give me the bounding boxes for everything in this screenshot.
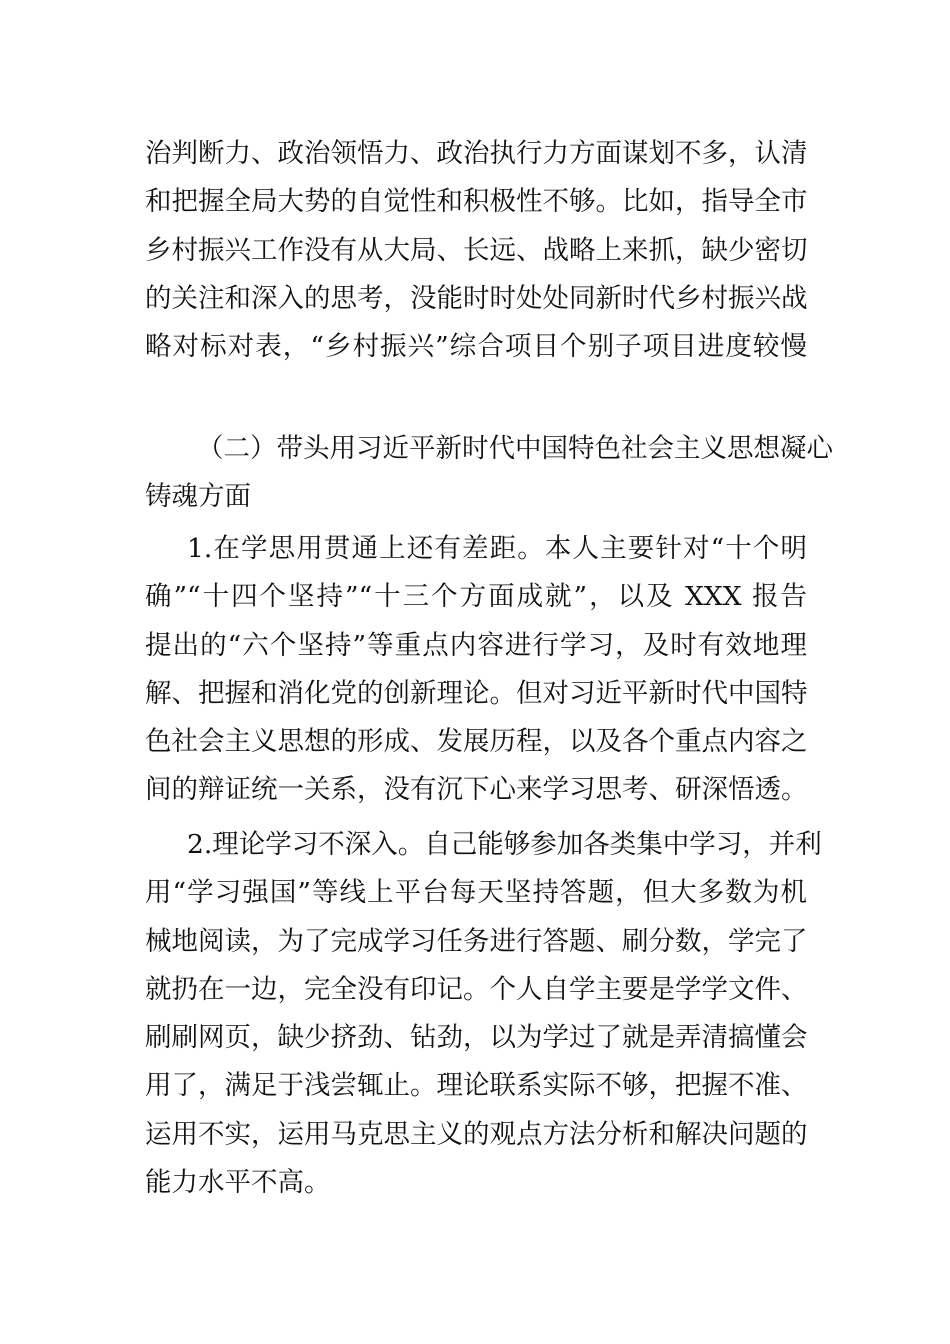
text-line: 就扔在一边，完全没有印记。个人自学主要是学学文件、 [145, 973, 808, 1005]
heading-line: （二）带头用习近平新时代中国特色社会主义思想凝心 [197, 433, 833, 464]
list-item-1 [145, 525, 807, 815]
heading-line: 铸魂方面 [145, 481, 251, 513]
text-line: 色社会主义思想的形成、发展历程，以及各个重点内容之 [145, 726, 808, 758]
text-line: 运用不实，运用马克思主义的观点方法分析和解决问题的 [145, 1118, 808, 1150]
text-line: 的关注和深入的思考，没能时时处处同新时代乡村振兴战 [145, 282, 808, 314]
section-heading [145, 425, 833, 522]
text-line: 1.在学思用贯通上还有差距。本人主要针对“十个明 [187, 533, 807, 564]
text-line: 间的辩证统一关系，没有沉下心来学习思考、研深悟透。 [145, 774, 808, 806]
text-line: 能力水平不高。 [145, 1167, 331, 1199]
text-line: 2.理论学习不深入。自己能够参加各类集中学习，并利 [187, 829, 822, 860]
text-line: 和把握全局大势的自觉性和积极性不够。比如，指导全市 [145, 186, 808, 218]
paragraph-continuation [145, 130, 807, 371]
list-item-2 [145, 821, 822, 1207]
text-line: 刷刷网页，缺少挤劲、钻劲，以为学过了就是弄清搞懂会 [145, 1022, 808, 1054]
text-line: 提出的“六个坚持”等重点内容进行学习，及时有效地理 [145, 629, 807, 661]
text-line: 用了，满足于浅尝辄止。理论联系实际不够，把握不准、 [145, 1070, 808, 1102]
text-line: 治判断力、政治领悟力、政治执行力方面谋划不多，认清 [145, 138, 808, 169]
text-line: 乡村振兴工作没有从大局、长远、战略上来抓，缺少密切 [145, 234, 808, 266]
text-line: 械地阅读，为了完成学习任务进行答题、刷分数，学完了 [145, 925, 808, 957]
text-line: 略对标对表，“乡村振兴”综合项目个别子项目进度较慢 [145, 331, 807, 363]
text-line: 确”“十四个坚持”“十三个方面成就”，以及 XXX 报告 [145, 581, 807, 613]
text-line: 用“学习强国”等线上平台每天坚持答题，但大多数为机 [145, 877, 807, 909]
text-line: 解、把握和消化党的创新理论。但对习近平新时代中国特 [145, 677, 808, 709]
